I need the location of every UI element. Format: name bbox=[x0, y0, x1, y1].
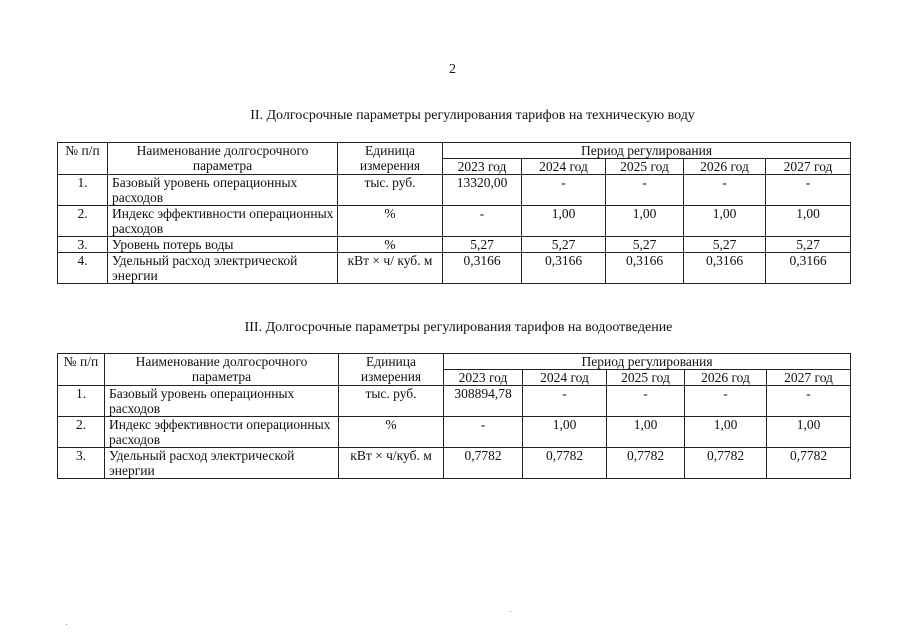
row-name: Удельный расход электрической энергии bbox=[105, 448, 339, 479]
table-row bbox=[58, 175, 851, 206]
header-year: 2025 год bbox=[607, 370, 685, 386]
row-unit: % bbox=[339, 417, 444, 448]
row-num: 2. bbox=[58, 417, 105, 448]
row-value: 1,00 bbox=[766, 206, 851, 237]
table-row bbox=[58, 237, 851, 253]
row-value: 1,00 bbox=[685, 417, 767, 448]
table-row bbox=[58, 448, 851, 479]
header-year: 2025 год bbox=[606, 159, 684, 175]
row-value: 0,7782 bbox=[444, 448, 523, 479]
row-unit: тыс. руб. bbox=[339, 386, 444, 417]
row-value: 0,7782 bbox=[767, 448, 851, 479]
header-unit: Единица измерения bbox=[339, 354, 444, 386]
row-value: 0,3166 bbox=[766, 253, 851, 284]
row-name: Базовый уровень операционных расходов bbox=[105, 386, 339, 417]
header-year: 2027 год bbox=[766, 159, 851, 175]
row-value: - bbox=[684, 175, 766, 206]
row-value: 1,00 bbox=[684, 206, 766, 237]
header-name: Наименование долгосрочного параметра bbox=[108, 143, 338, 175]
row-name: Уровень потерь воды bbox=[108, 237, 338, 253]
row-num: 4. bbox=[58, 253, 108, 284]
header-year: 2024 год bbox=[522, 159, 606, 175]
row-unit: кВт × ч/куб. м bbox=[339, 448, 444, 479]
row-value: 0,7782 bbox=[523, 448, 607, 479]
row-value: 308894,78 bbox=[444, 386, 523, 417]
header-year: 2027 год bbox=[767, 370, 851, 386]
row-value: - bbox=[444, 417, 523, 448]
header-year: 2023 год bbox=[444, 370, 523, 386]
row-value: - bbox=[767, 386, 851, 417]
row-value: - bbox=[443, 206, 522, 237]
row-value: 1,00 bbox=[606, 206, 684, 237]
row-value: - bbox=[523, 386, 607, 417]
scan-speck bbox=[66, 624, 67, 625]
section-title-technical-water: II. Долгосрочные параметры регулирования тарифов на техническую воду bbox=[250, 108, 695, 123]
header-num: № п/п bbox=[58, 143, 108, 175]
section-title-wastewater: III. Долгосрочные параметры регулирования тарифов на водоотведение bbox=[244, 320, 673, 335]
table-header-row bbox=[58, 143, 851, 159]
table-row bbox=[58, 253, 851, 284]
row-value: - bbox=[606, 175, 684, 206]
header-year: 2026 год bbox=[684, 159, 766, 175]
row-value: 0,3166 bbox=[606, 253, 684, 284]
row-value: - bbox=[766, 175, 851, 206]
header-period: Период регулирования bbox=[444, 354, 851, 370]
row-value: 0,3166 bbox=[522, 253, 606, 284]
row-value: 13320,00 bbox=[443, 175, 522, 206]
header-name: Наименование долгосрочного параметра bbox=[105, 354, 339, 386]
row-value: 0,7782 bbox=[685, 448, 767, 479]
row-value: 5,27 bbox=[766, 237, 851, 253]
header-year: 2024 год bbox=[523, 370, 607, 386]
row-num: 2. bbox=[58, 206, 108, 237]
row-value: - bbox=[522, 175, 606, 206]
table-row bbox=[58, 417, 851, 448]
row-num: 1. bbox=[58, 386, 105, 417]
table-row bbox=[58, 386, 851, 417]
row-value: - bbox=[685, 386, 767, 417]
header-num: № п/п bbox=[58, 354, 105, 386]
wastewater-params-table bbox=[57, 353, 851, 479]
row-value: 5,27 bbox=[606, 237, 684, 253]
row-value: - bbox=[607, 386, 685, 417]
row-name: Индекс эффективности операционных расходов bbox=[105, 417, 339, 448]
row-num: 1. bbox=[58, 175, 108, 206]
scan-speck bbox=[510, 611, 511, 612]
page-number: 2 bbox=[449, 62, 456, 77]
row-unit: тыс. руб. bbox=[338, 175, 443, 206]
row-value: 5,27 bbox=[522, 237, 606, 253]
header-period: Период регулирования bbox=[443, 143, 851, 159]
table-row bbox=[58, 206, 851, 237]
row-value: 1,00 bbox=[607, 417, 685, 448]
row-value: 0,3166 bbox=[443, 253, 522, 284]
row-value: 5,27 bbox=[684, 237, 766, 253]
row-name: Базовый уровень операционных расходов bbox=[108, 175, 338, 206]
row-unit: % bbox=[338, 206, 443, 237]
row-value: 0,3166 bbox=[684, 253, 766, 284]
row-unit: кВт × ч/ куб. м bbox=[338, 253, 443, 284]
row-value: 1,00 bbox=[767, 417, 851, 448]
technical-water-params-table bbox=[57, 142, 851, 284]
row-value: 1,00 bbox=[522, 206, 606, 237]
header-unit: Единица измерения bbox=[338, 143, 443, 175]
table-header-row bbox=[58, 354, 851, 370]
row-name: Индекс эффективности операционных расходов bbox=[108, 206, 338, 237]
row-value: 0,7782 bbox=[607, 448, 685, 479]
row-value: 5,27 bbox=[443, 237, 522, 253]
header-year: 2026 год bbox=[685, 370, 767, 386]
row-value: 1,00 bbox=[523, 417, 607, 448]
row-num: 3. bbox=[58, 448, 105, 479]
row-num: 3. bbox=[58, 237, 108, 253]
row-unit: % bbox=[338, 237, 443, 253]
header-year: 2023 год bbox=[443, 159, 522, 175]
row-name: Удельный расход электрической энергии bbox=[108, 253, 338, 284]
